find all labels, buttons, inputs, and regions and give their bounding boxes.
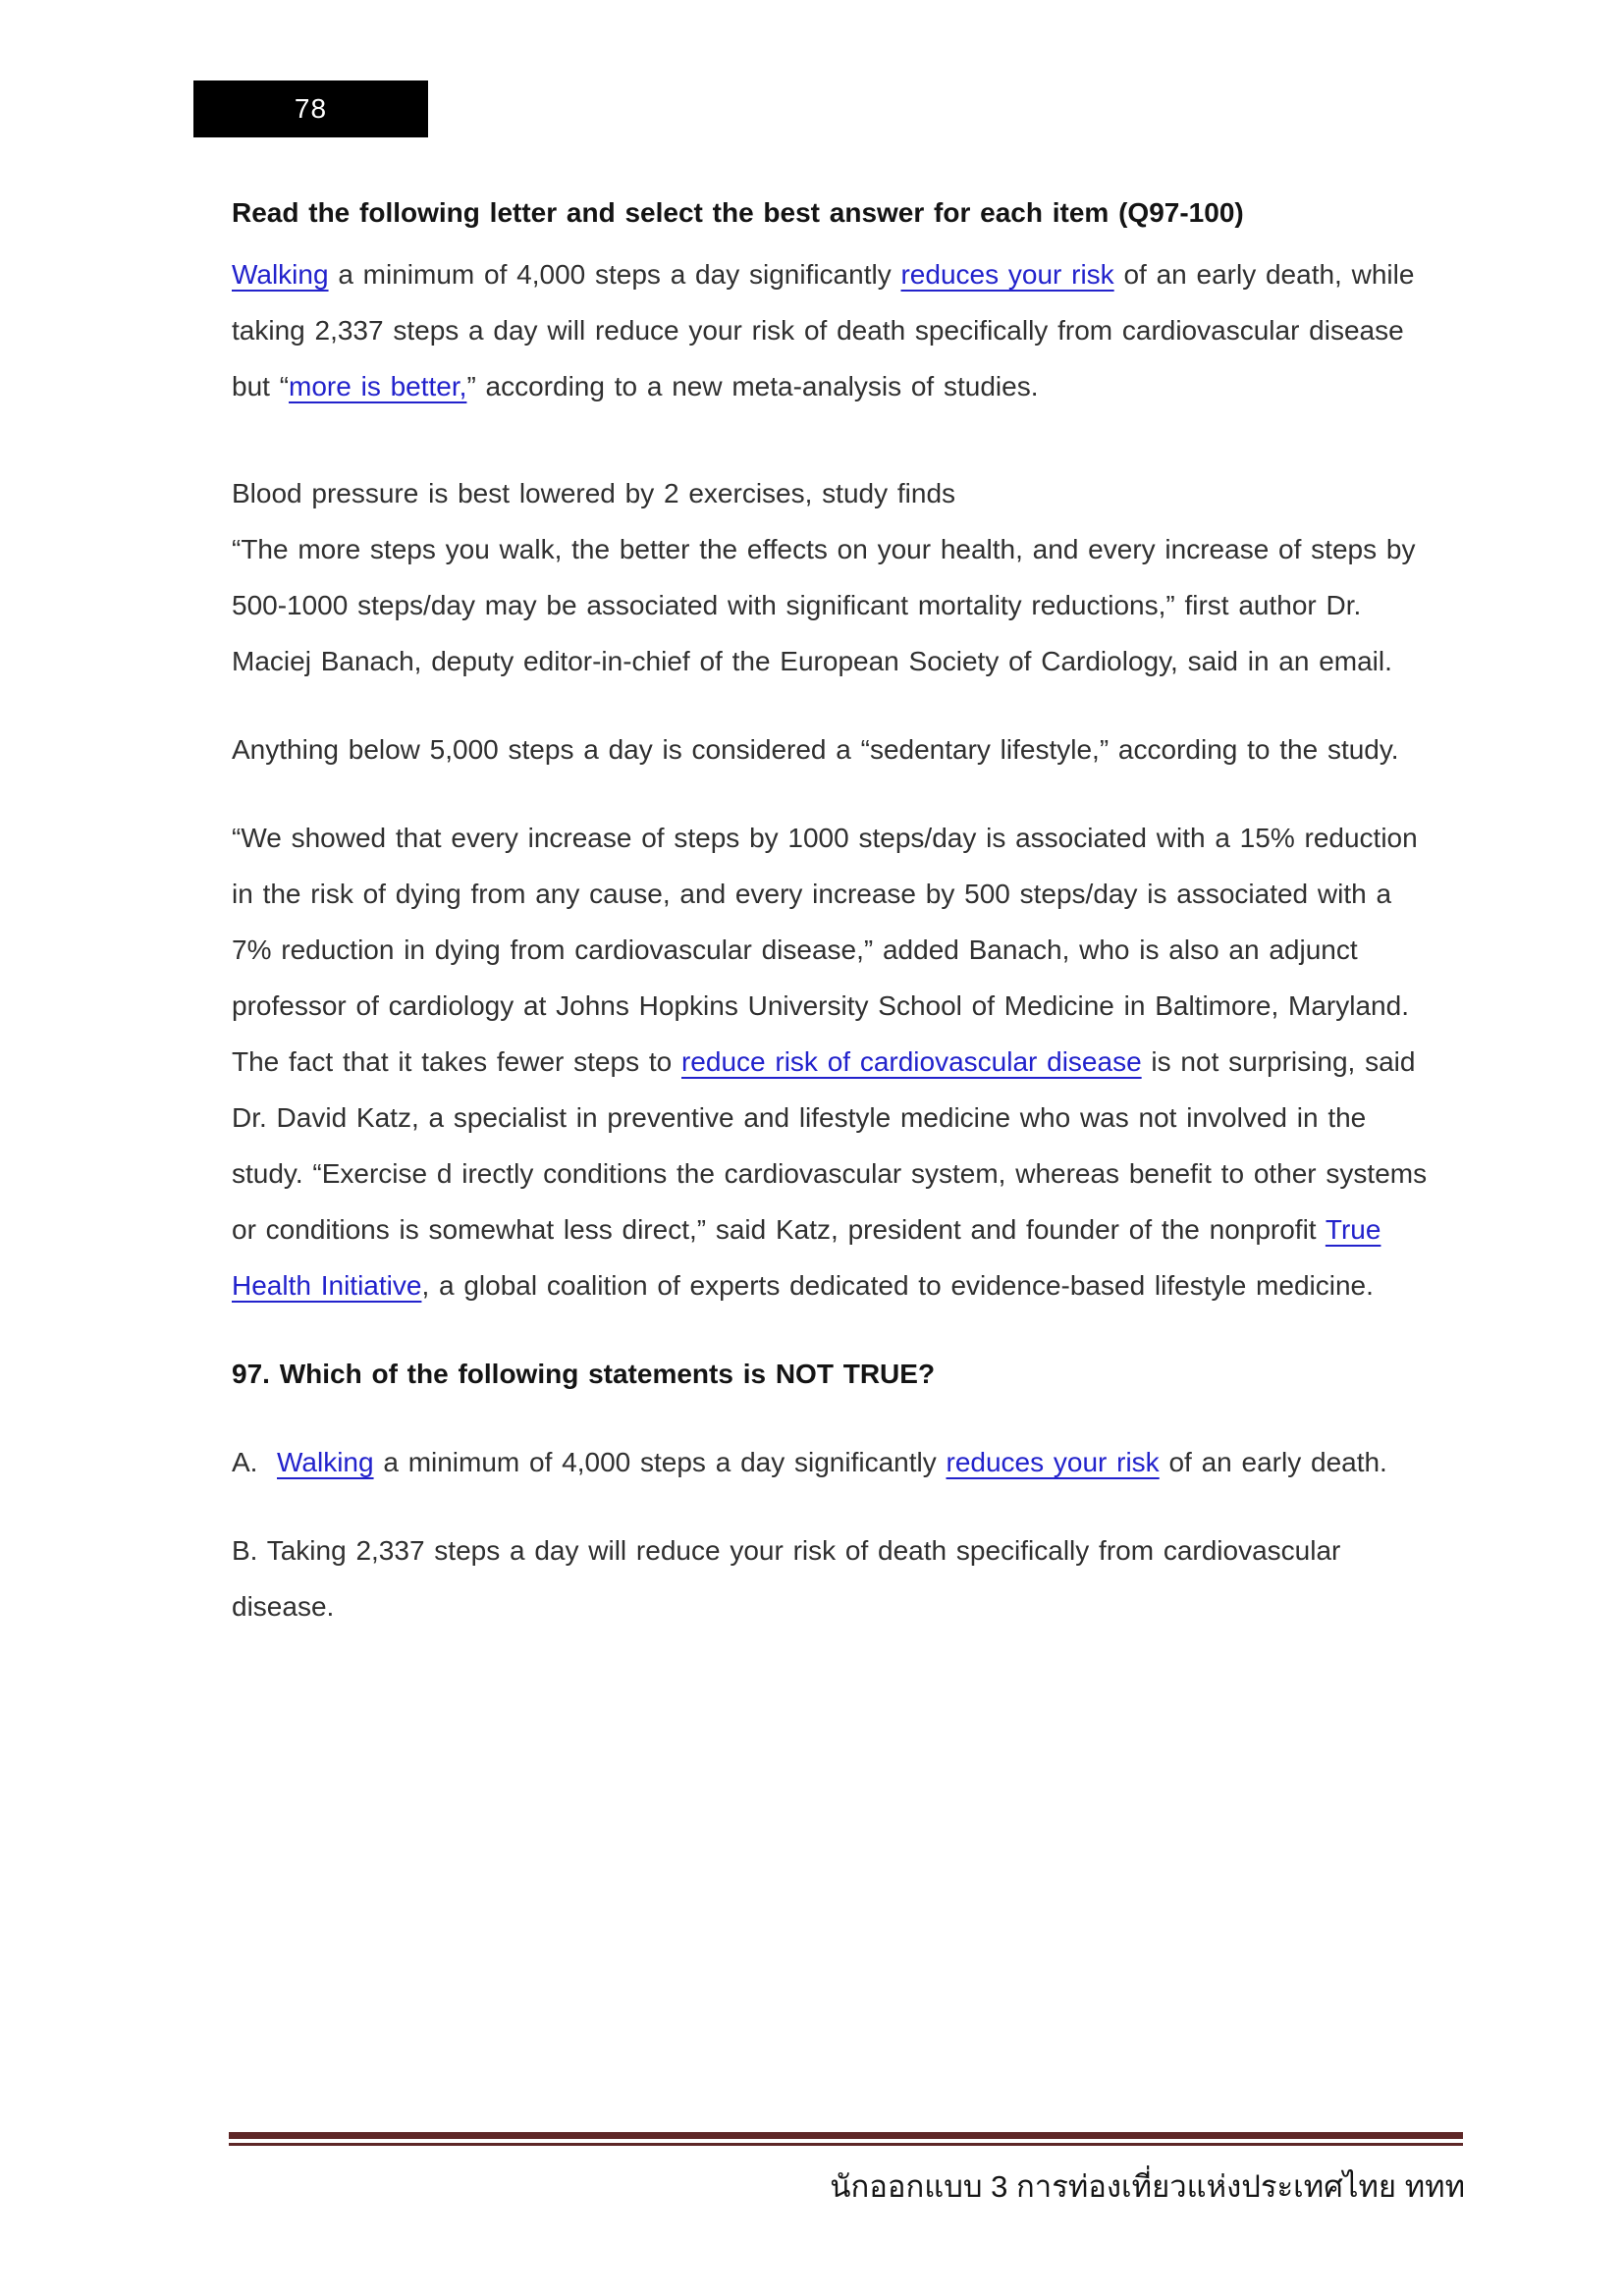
hyperlink[interactable]: Walking — [277, 1447, 374, 1477]
text-run: of an early death. — [1159, 1447, 1387, 1477]
text-run: ” according to a new meta-analysis of studies. — [466, 371, 1039, 401]
page-number-badge — [193, 80, 428, 137]
text-run: is not surprising, said Dr. David Katz, a specialist in preventive and lifestyle medicine who was not involved in the study. “Exercise d irectly conditions the cardiovascular system, whereas benefit to other systems or conditions is somewhat less direct,” said Katz, president and founder of the nonprofit — [232, 1046, 1428, 1245]
text-run: Blood pressure is best lowered by 2 exercises, study finds — [232, 478, 956, 508]
hyperlink[interactable]: True Health Initiative — [232, 1214, 1381, 1301]
text-run: “The more steps you walk, the better the effects on your health, and every increase of steps by 500-1000 steps/day may be associated with significant mortality reductions,” first author Dr. Maciej Banach, deputy editor-in-chief of the European Society of Cardiology, said in an email. — [232, 534, 1416, 676]
footer-divider-thick — [229, 2132, 1463, 2139]
hyperlink[interactable]: reduces your risk — [900, 259, 1114, 290]
text-run: “We showed that every increase of steps by 1000 steps/day is associated with a 15% reduction in the risk of dying from any cause, and every increase by 500 steps/day is associated with a 7% reduction in dying from cardiovascular disease,” added Banach, who is also an adjunct professor of cardiology at Johns Hopkins University School of Medicine in Baltimore, Maryland. The fact that it takes fewer steps to — [232, 823, 1418, 1077]
passage-paragraph-1 — [232, 246, 1437, 414]
text-run: B. Taking 2,337 steps a day will reduce your risk of death specifically from cardiovascular disease. — [232, 1535, 1341, 1622]
document-body — [232, 185, 1437, 1667]
passage-paragraph-4 — [232, 810, 1437, 1313]
footer-divider-thin — [229, 2143, 1463, 2146]
instruction-heading — [232, 185, 1437, 240]
text-run: a minimum of 4,000 steps a day significantly — [328, 259, 901, 290]
text-run: Read the following letter and select the best answer for each item (Q97-100) — [232, 197, 1244, 228]
hyperlink[interactable]: Walking — [232, 259, 329, 290]
hyperlink[interactable]: reduce risk of cardiovascular disease — [680, 1046, 1142, 1077]
hyperlink[interactable]: more is better, — [289, 371, 467, 401]
text-run: , a global coalition of experts dedicated to evidence-based lifestyle medicine. — [421, 1270, 1374, 1301]
text-run: a minimum of 4,000 steps a day significantly — [373, 1447, 947, 1477]
text-run: 97. Which of the following statements is NOT TRUE? — [232, 1359, 936, 1389]
passage-paragraph-2 — [232, 465, 1437, 689]
passage-paragraph-3 — [232, 721, 1437, 777]
question-97 — [232, 1346, 1437, 1402]
option-a — [232, 1434, 1437, 1490]
hyperlink[interactable]: reduces your risk — [946, 1447, 1160, 1477]
footer-text: นักออกแบบ 3 การท่องเที่ยวแห่งประเทศไทย ททท — [830, 2169, 1465, 2204]
page-number: 78 — [294, 93, 328, 124]
text-run: Anything below 5,000 steps a day is considered a “sedentary lifestyle,” according to the study. — [232, 734, 1399, 765]
option-b — [232, 1522, 1437, 1634]
text-run: A. — [232, 1447, 278, 1477]
text-run: of an early death, while taking 2,337 steps a day will reduce your risk of death specifically from cardiovascular disease but “ — [232, 259, 1415, 401]
